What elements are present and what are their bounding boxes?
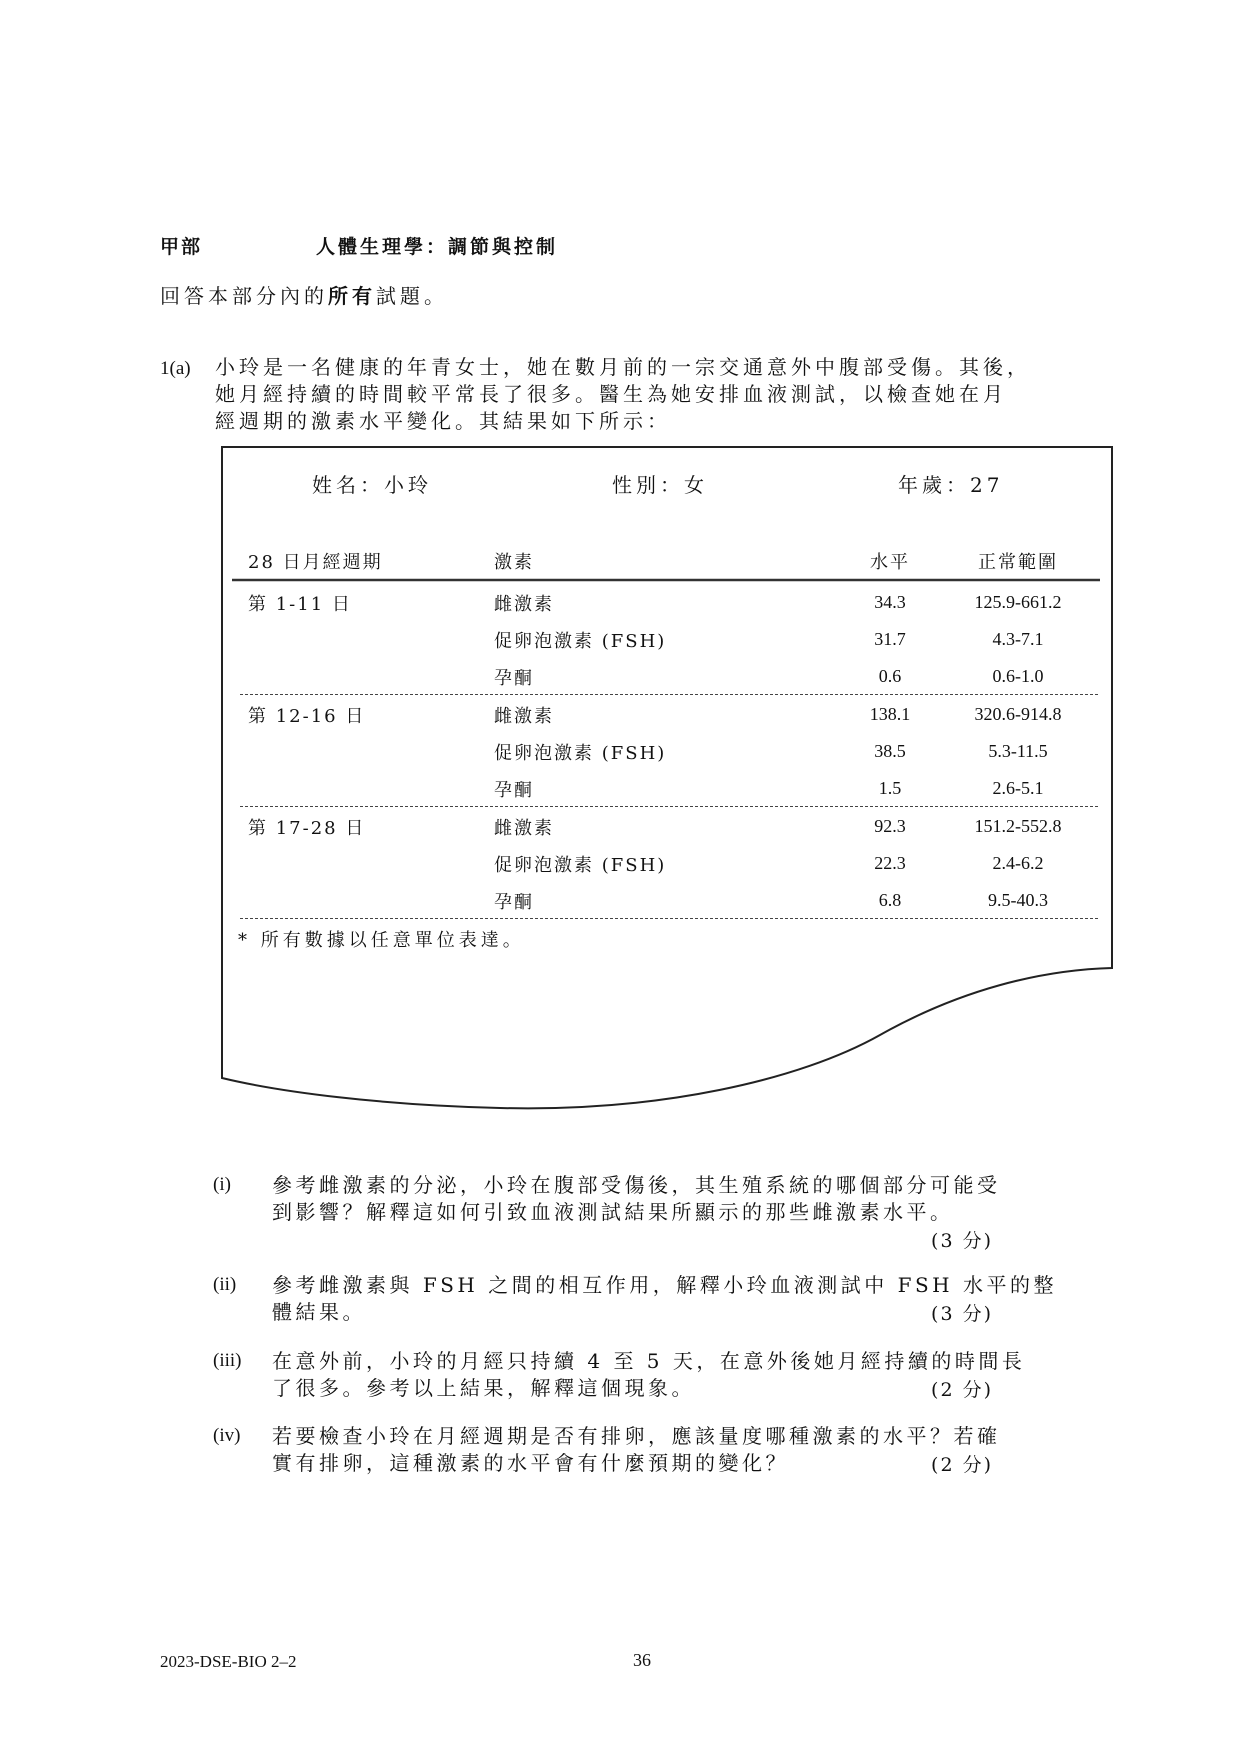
question-line: 經週期的激素水平變化。其結果如下所示： [215, 409, 671, 433]
header-range: 正常範圍 [978, 552, 1058, 573]
footnote: * 所有數據以任意單位表達。 [238, 930, 525, 951]
question-number: 1(a) [160, 358, 191, 379]
level-cell: 6.8 [878, 890, 902, 910]
level-cell: 38.5 [874, 741, 906, 761]
subquestion-i [272, 1172, 1112, 1226]
subquestion-label: (ii) [213, 1274, 237, 1295]
subquestion-line: 體結果。 [272, 1300, 366, 1324]
instruction-text-end: 試題。 [376, 284, 448, 308]
range-cell: 4.3-7.1 [992, 629, 1044, 649]
level-cell: 31.7 [874, 629, 906, 649]
subquestion-line: 參考雌激素與 FSH 之間的相互作用，解釋小玲血液測試中 FSH 水平的整 [272, 1273, 1057, 1297]
level-cell: 1.5 [878, 778, 902, 798]
hormone-cell: 雌激素 [494, 594, 554, 615]
period-label: 第 17-28 日 [248, 818, 366, 839]
level-cell: 22.3 [874, 853, 906, 873]
range-cell: 9.5-40.3 [988, 890, 1048, 910]
marks: (2 分) [931, 1454, 993, 1476]
instruction-emphasis: 所有 [328, 284, 376, 308]
period-label: 第 12-16 日 [248, 706, 366, 727]
question-line: 她月經持續的時間較平常長了很多。醫生為她安排血液測試，以檢查她在月 [215, 382, 1007, 406]
marks: (3 分) [931, 1230, 993, 1252]
section-label: 甲部 [160, 236, 203, 258]
level-cell: 138.1 [869, 704, 911, 724]
page-number: 36 [633, 1650, 651, 1670]
level-cell: 92.3 [874, 816, 906, 836]
marks: (3 分) [931, 1303, 993, 1325]
instruction-text: 回答本部分內的 [160, 284, 328, 308]
marks: (2 分) [931, 1379, 993, 1401]
hormone-cell: 雌激素 [494, 706, 554, 727]
subquestion-line: 在意外前，小玲的月經只持續 4 至 5 天，在意外後她月經持續的時間長 [272, 1349, 1026, 1373]
paper-code: 2023-DSE-BIO 2–2 [160, 1652, 297, 1671]
period-label: 第 1-11 日 [248, 594, 352, 615]
patient-name: 姓名：小玲 [312, 473, 432, 497]
hormone-cell: 促卵泡激素 (FSH) [494, 743, 667, 764]
range-cell: 2.4-6.2 [992, 853, 1044, 873]
hormone-cell: 促卵泡激素 (FSH) [494, 631, 667, 652]
header-hormone: 激素 [494, 552, 534, 573]
subquestion-line: 實有排卵，這種激素的水平會有什麼預期的變化？ [272, 1451, 789, 1475]
patient-age: 年歲：27 [898, 473, 1004, 497]
row-divider [240, 694, 1098, 695]
subquestion-label: (iv) [213, 1425, 241, 1446]
range-cell: 125.9-661.2 [974, 592, 1062, 612]
row-divider [240, 806, 1098, 807]
header-cycle: 28 日月經週期 [248, 552, 383, 573]
level-cell: 0.6 [878, 666, 902, 686]
patient-sex: 性別：女 [612, 473, 708, 497]
range-cell: 5.3-11.5 [988, 741, 1048, 761]
level-cell: 34.3 [874, 592, 906, 612]
range-cell: 2.6-5.1 [992, 778, 1044, 798]
subquestion-line: 參考雌激素的分泌，小玲在腹部受傷後，其生殖系統的哪個部分可能受 [272, 1173, 1001, 1197]
hormone-cell: 促卵泡激素 (FSH) [494, 855, 667, 876]
range-cell: 0.6-1.0 [992, 666, 1044, 686]
question-line: 小玲是一名健康的年青女士，她在數月前的一宗交通意外中腹部受傷。其後， [215, 355, 1031, 379]
subquestion-label: (iii) [213, 1350, 242, 1371]
hormone-cell: 孕酮 [494, 780, 534, 801]
hormone-cell: 孕酮 [494, 892, 534, 913]
subquestion-line: 了很多。參考以上結果，解釋這個現象。 [272, 1376, 695, 1400]
subquestion-line: 若要檢查小玲在月經週期是否有排卵，應該量度哪種激素的水平？若確 [272, 1424, 1001, 1448]
range-cell: 320.6-914.8 [974, 704, 1062, 724]
range-cell: 151.2-552.8 [974, 816, 1062, 836]
hormone-cell: 雌激素 [494, 818, 554, 839]
subquestion-line: 到影響？解釋這如何引致血液測試結果所顯示的那些雌激素水平。 [272, 1200, 954, 1224]
header-level: 水平 [870, 552, 910, 573]
subquestion-label: (i) [213, 1174, 231, 1195]
section-title: 人體生理學：調節與控制 [316, 236, 559, 258]
row-divider [240, 918, 1098, 919]
hormone-cell: 孕酮 [494, 668, 534, 689]
